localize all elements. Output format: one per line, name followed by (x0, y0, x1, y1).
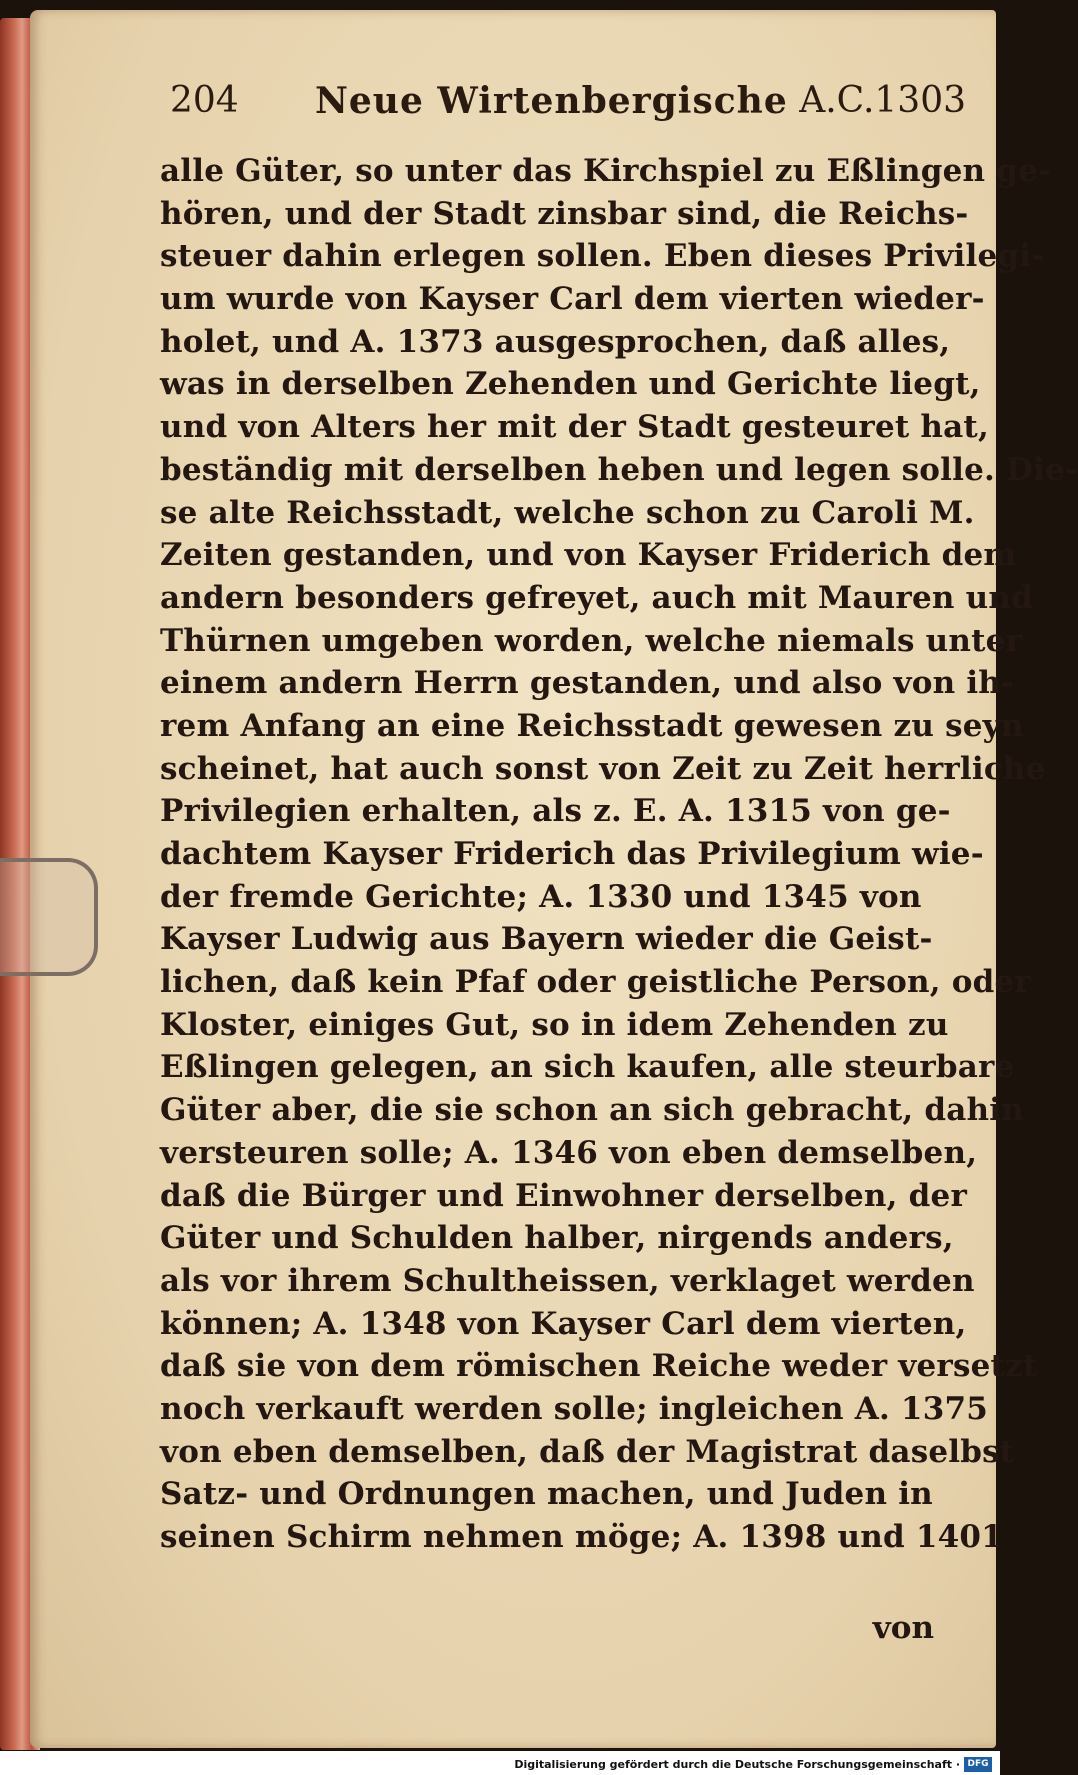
text-line: was in derselben Zehenden und Gerichte liegt, (160, 366, 981, 403)
text-line: alle Güter, so unter das Kirchspiel zu Eßlingen ge- (160, 153, 1052, 189)
text-line: hören, und der Stadt zinsbar sind, die Reichs- (160, 195, 969, 232)
text-line: steuer dahin erlegen sollen. Eben dieses Privilegi- (160, 238, 1045, 275)
text-line: beständig mit derselben heben und legen solle. Die- (160, 451, 1078, 488)
text-line: dachtem Kayser Friderich das Privilegium wie- (160, 836, 984, 872)
text-line: seinen Schirm nehmen möge; A. 1398 und 1401 (160, 1519, 1003, 1555)
text-line: se alte Reichsstadt, welche schon zu Caroli M. (160, 494, 975, 531)
page-clip (0, 858, 98, 976)
text-line: Thürnen umgeben worden, welche niemals unter (160, 622, 1023, 659)
footer-bar (0, 1751, 1000, 1775)
text-line: scheinet, hat auch sonst von Zeit zu Zeit herrliche (160, 750, 1046, 787)
text-line: als vor ihrem Schultheissen, verklaget werden (160, 1262, 975, 1299)
text-line: lichen, daß kein Pfaf oder geistliche Person, oder (160, 964, 1031, 1001)
text-line: und von Alters her mit der Stadt gesteuret hat, (160, 409, 989, 446)
text-line: einem andern Herrn gestanden, und also von ih- (160, 665, 1015, 702)
text-line: andern besonders gefreyet, auch mit Mauren und (160, 579, 1033, 616)
catchword: von (872, 1610, 934, 1646)
text-line: können; A. 1348 von Kayser Carl dem vierten, (160, 1305, 967, 1342)
text-line: Eßlingen gelegen, an sich kaufen, alle steurbare (160, 1049, 1015, 1086)
text-line: rem Anfang an eine Reichsstadt gewesen zu seyn (160, 707, 1024, 744)
text-line: Zeiten gestanden, und von Kayser Friderich dem (160, 537, 1017, 574)
year-marker: A.C.1303 (799, 80, 966, 121)
text-line: von eben demselben, daß der Magistrat daselbst (160, 1433, 1015, 1470)
text-line: versteuren solle; A. 1346 von eben demselben, (160, 1134, 978, 1171)
book-page (30, 10, 1078, 1748)
text-line: Güter aber, die sie schon an sich gebracht, dahin (160, 1092, 1024, 1129)
running-title: Neue Wirtenbergische (315, 80, 788, 122)
text-line: daß sie von dem römischen Reiche weder versetzt (160, 1348, 1038, 1385)
body-text (160, 150, 1078, 1559)
text-line: Privilegien erhalten, als z. E. A. 1315 von ge- (160, 793, 951, 830)
dfg-logo: DFG (964, 1757, 992, 1772)
text-line: holet, und A. 1373 ausgesprochen, daß alles, (160, 323, 951, 360)
text-line: Kayser Ludwig aus Bayern wieder die Geist- (160, 921, 933, 958)
text-line: Güter und Schulden halber, nirgends anders, (160, 1220, 954, 1257)
text-line: noch verkauft werden solle; ingleichen A. 1375 (160, 1390, 989, 1427)
text-line: der fremde Gerichte; A. 1330 und 1345 von (160, 878, 922, 915)
text-line: daß die Bürger und Einwohner derselben, der (160, 1177, 967, 1214)
text-line: Satz- und Ordnungen machen, und Juden in (160, 1476, 933, 1513)
text-line: um wurde von Kayser Carl dem vierten wieder- (160, 281, 985, 318)
page-number: 204 (170, 80, 239, 121)
footer-credit: Digitalisierung gefördert durch die Deutsche Forschungsgemeinschaft · (514, 1758, 960, 1771)
page-header (140, 80, 966, 140)
text-line: Kloster, einiges Gut, so in idem Zehenden zu (160, 1006, 949, 1043)
